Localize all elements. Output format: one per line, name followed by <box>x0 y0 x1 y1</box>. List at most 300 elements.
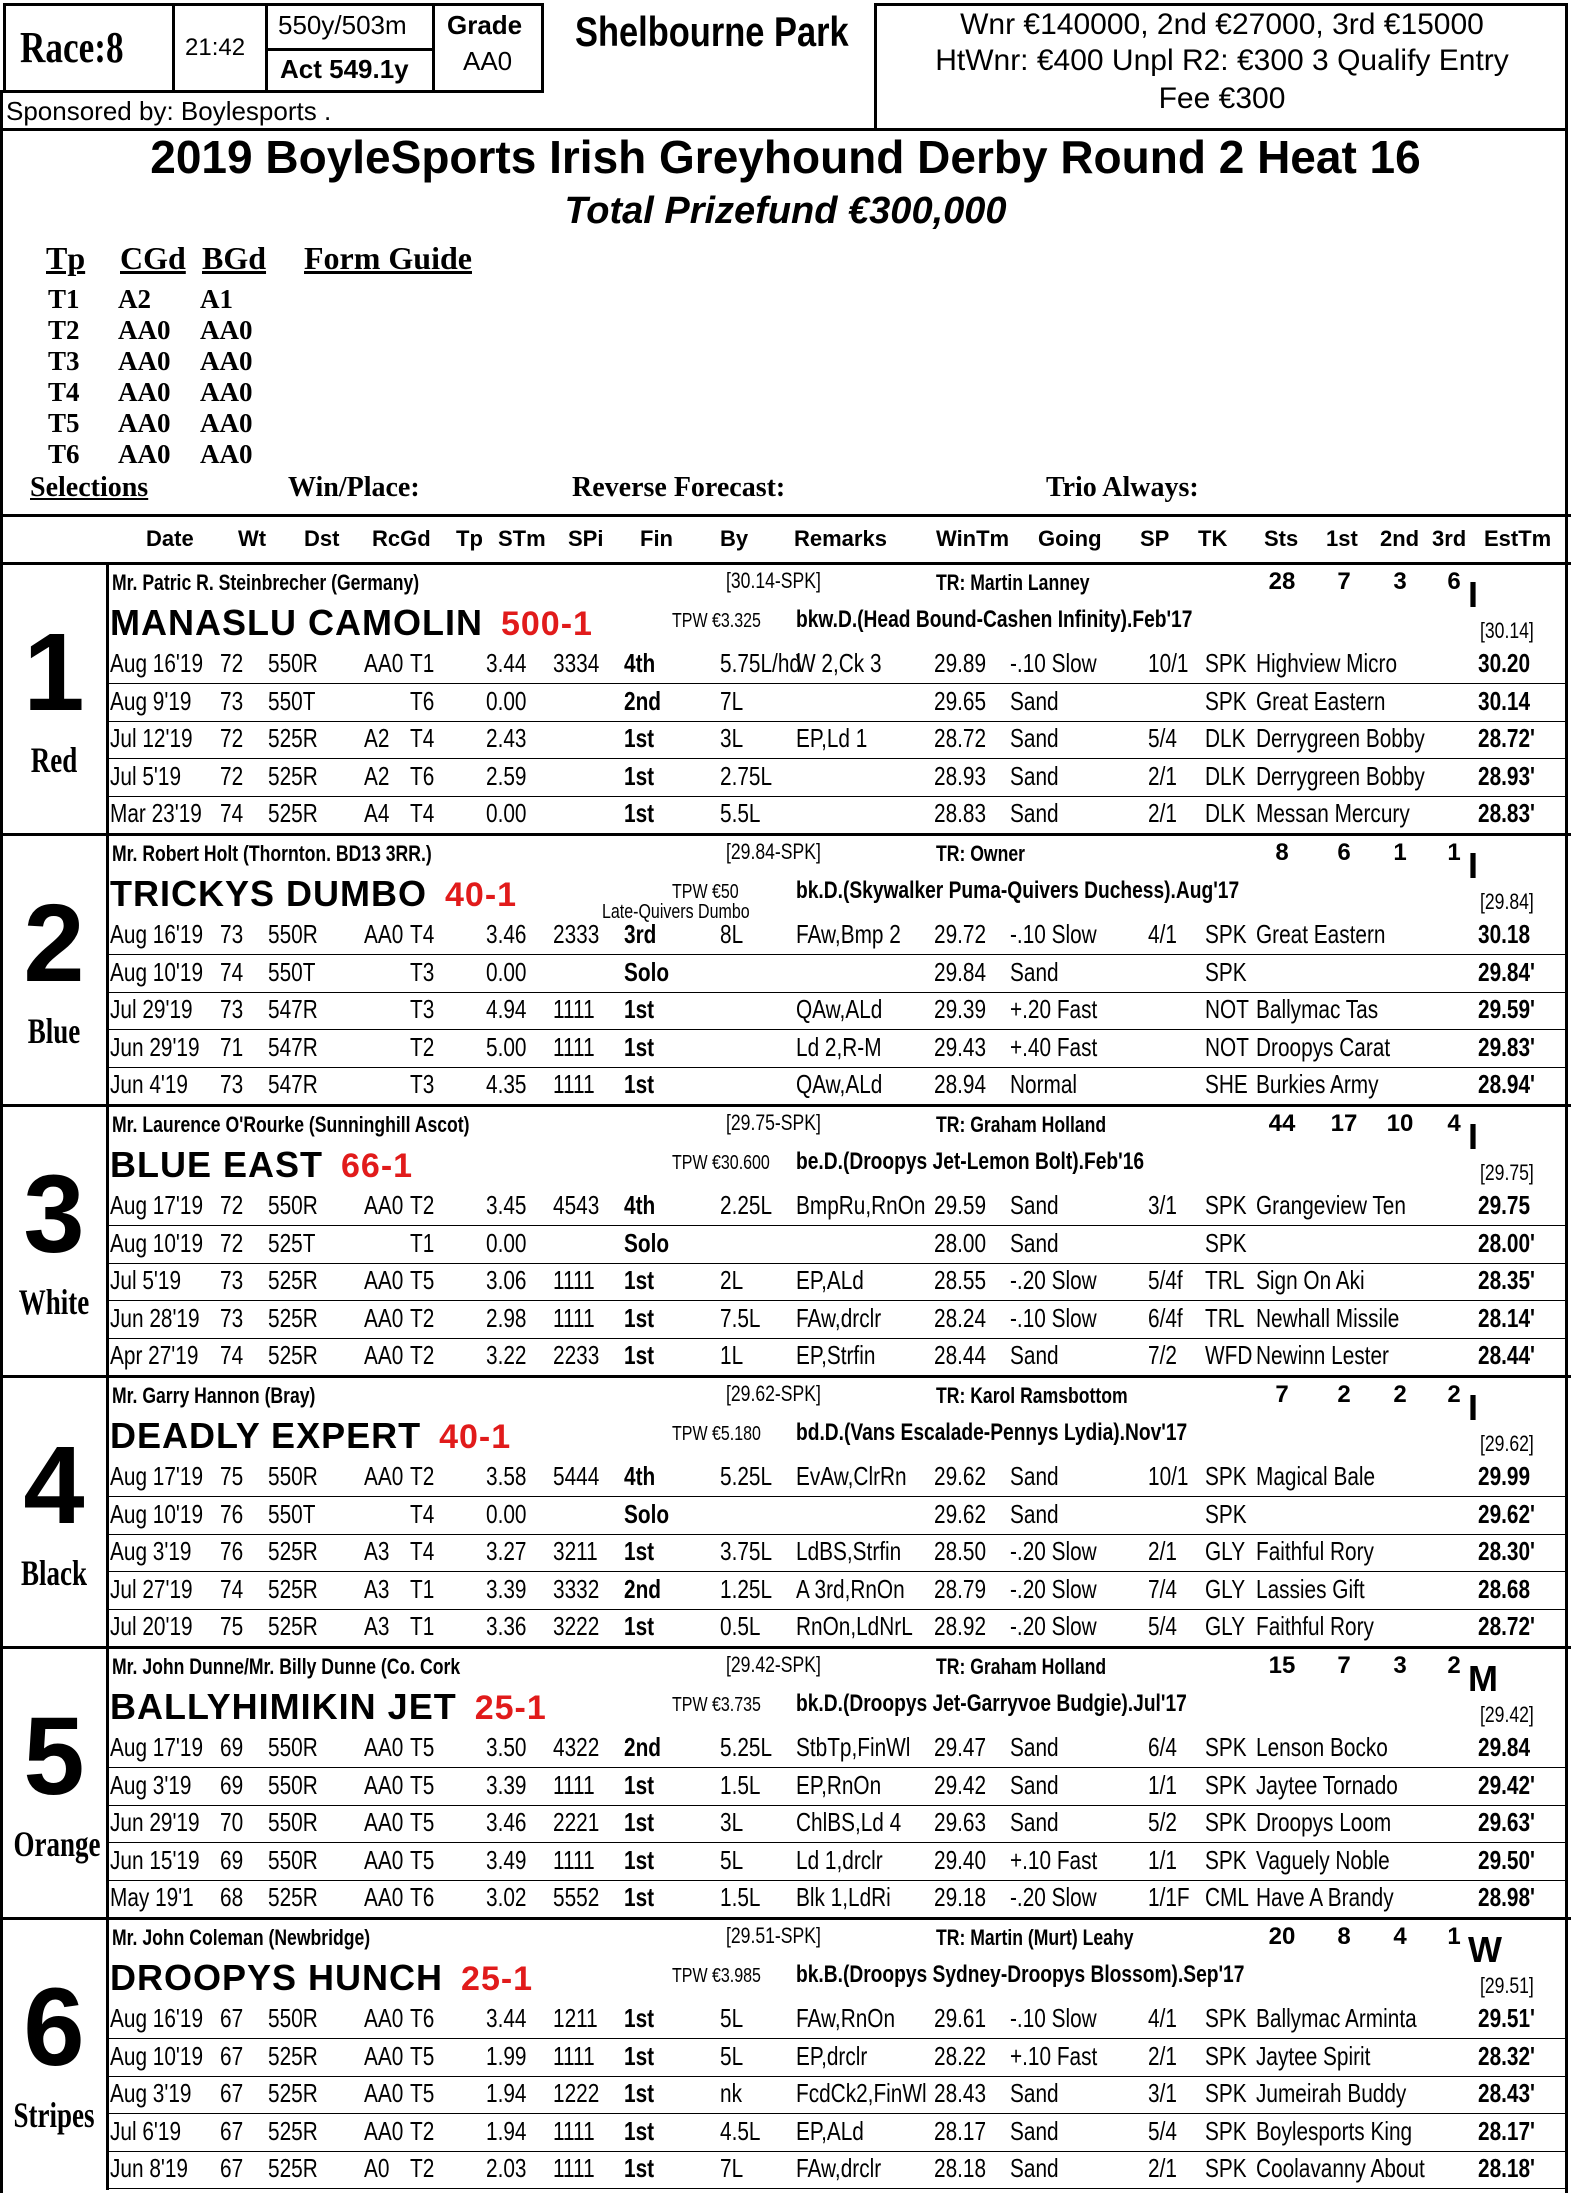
dog-name <box>110 1144 413 1186</box>
run-remarks: A 3rd,RnOn <box>796 1573 905 1604</box>
run-trap: T6 <box>410 2003 435 2033</box>
form-row <box>0 1805 1571 1843</box>
run-competitor: Boylesports King <box>1256 2115 1413 2146</box>
run-track: SPK <box>1205 2153 1247 2183</box>
firsts: 7 <box>1337 1652 1351 1679</box>
run-trap: T5 <box>410 1265 435 1295</box>
run-by: 5L <box>720 2040 744 2071</box>
trio-label: Trio Always: <box>1046 472 1199 503</box>
run-going: Sand <box>1010 1340 1059 1370</box>
column-header: Sts <box>1264 526 1299 551</box>
dog-name-text: BALLYHIMIKIN JET <box>110 1686 457 1727</box>
run-finish: 1st <box>624 2003 655 2033</box>
run-sectional: 0.00 <box>486 1227 527 1258</box>
run-sectional: 3.39 <box>486 1573 527 1604</box>
run-sectional: 1.99 <box>486 2040 527 2071</box>
run-track: NOT <box>1205 1031 1249 1062</box>
run-sectional: 3.39 <box>486 1769 527 1800</box>
run-sp: 1/1 <box>1148 1769 1177 1800</box>
run-remarks: EP,drclr <box>796 2040 868 2071</box>
run-date: Jul 20'19 <box>110 1611 193 1641</box>
form-row <box>0 917 1571 955</box>
run-split: 1111 <box>553 1844 595 1875</box>
run-weight: 67 <box>220 2078 244 2108</box>
starts: 44 <box>1268 1110 1296 1137</box>
run-date: Jul 29'19 <box>110 994 193 1024</box>
run-sectional: 0.00 <box>486 685 527 716</box>
run-distance: 525R <box>268 760 318 791</box>
sponsor: Sponsored by: Boylesports . <box>6 96 332 126</box>
run-weight: 69 <box>220 1732 244 1762</box>
run-win-time: 29.40 <box>934 1844 987 1875</box>
selections-divider <box>0 514 1571 517</box>
breeding: bkw.D.(Head Bound-Cashen Infinity).Feb'17 <box>796 606 1193 633</box>
run-remarks: FAw,drclr <box>796 2153 882 2183</box>
run-grade: AA0 <box>364 2003 404 2033</box>
run-weight: 76 <box>220 1498 244 1529</box>
run-distance: 550R <box>268 1190 318 1220</box>
run-finish: 1st <box>624 994 655 1024</box>
run-est-time: 29.83' <box>1478 1031 1535 1062</box>
trap-number: 6 <box>23 1966 85 2089</box>
run-finish: 1st <box>624 1340 655 1370</box>
grade-box <box>432 3 544 93</box>
run-grade: AA0 <box>364 1769 404 1800</box>
run-finish: 1st <box>624 760 655 791</box>
race-number: Race:8 <box>20 23 124 72</box>
run-finish: 2nd <box>624 1573 661 1604</box>
dog-name <box>110 1415 511 1457</box>
run-competitor: Magical Bale <box>1256 1461 1376 1491</box>
best-time: [29.42] <box>1480 1702 1534 1727</box>
run-trap: T5 <box>410 1732 435 1762</box>
run-trap: T5 <box>410 1844 435 1875</box>
run-split: 4322 <box>553 1732 600 1762</box>
form-row <box>0 1030 1571 1068</box>
thirds: 1 <box>1447 1923 1461 1950</box>
distance-box <box>265 3 435 93</box>
run-remarks: EP,Strfin <box>796 1340 876 1370</box>
run-date: Apr 27'19 <box>110 1340 199 1370</box>
run-going: Sand <box>1010 2115 1059 2146</box>
run-win-time: 29.84 <box>934 956 987 987</box>
run-weight: 72 <box>220 723 244 753</box>
trap-colour: White <box>18 1282 90 1322</box>
run-grade: AA0 <box>364 2115 404 2146</box>
run-distance: 525R <box>268 1536 318 1566</box>
run-grade: A2 <box>364 723 390 753</box>
run-track: CML <box>1205 1882 1249 1912</box>
run-grade: A3 <box>364 1611 390 1641</box>
run-sectional: 3.50 <box>486 1732 527 1762</box>
odds: 500-1 <box>500 605 593 643</box>
run-finish: 1st <box>624 1265 655 1295</box>
run-remarks: EvAw,ClrRn <box>796 1461 907 1491</box>
grades-cell: AA0 <box>118 346 171 376</box>
run-track: DLK <box>1205 723 1246 753</box>
run-date: Aug 3'19 <box>110 1536 192 1566</box>
run-date: Aug 17'19 <box>110 1461 204 1491</box>
run-sp: 2/1 <box>1148 2153 1177 2183</box>
grade-label: Grade <box>447 10 523 40</box>
run-grade: AA0 <box>364 1265 404 1295</box>
total-prize-won: TPW €30.600 <box>672 1152 770 1174</box>
run-track: SPK <box>1205 685 1247 716</box>
run-sp: 5/4f <box>1148 1265 1183 1295</box>
run-by: 8L <box>720 919 744 949</box>
run-weight: 67 <box>220 2003 244 2033</box>
run-finish: 4th <box>624 648 656 678</box>
run-win-time: 29.59 <box>934 1190 987 1220</box>
runner-divider <box>0 1375 1571 1378</box>
trap-number: 4 <box>23 1424 85 1547</box>
run-weight: 72 <box>220 1227 244 1258</box>
run-finish: 4th <box>624 1190 656 1220</box>
best-time-track: [29.75-SPK] <box>726 1110 821 1135</box>
run-trap: T1 <box>410 1227 435 1258</box>
column-header: 3rd <box>1432 526 1467 551</box>
run-going: Sand <box>1010 1190 1059 1220</box>
actual-distance: Act 549.1y <box>280 54 409 84</box>
run-est-time: 29.62' <box>1478 1498 1535 1529</box>
thirds: 2 <box>1447 1652 1461 1679</box>
run-date: Aug 10'19 <box>110 956 204 987</box>
run-trap: T1 <box>410 648 435 678</box>
run-split: 1111 <box>553 2115 595 2146</box>
run-split: 1111 <box>553 1031 595 1062</box>
run-track: SPK <box>1205 2003 1247 2033</box>
run-date: Jul 27'19 <box>110 1573 193 1604</box>
run-track: SPK <box>1205 1769 1247 1800</box>
run-est-time: 29.50' <box>1478 1844 1535 1875</box>
run-trap: T3 <box>410 994 435 1024</box>
run-est-time: 30.14 <box>1478 685 1531 716</box>
run-finish: 1st <box>624 1302 655 1333</box>
seconds: 3 <box>1393 568 1407 595</box>
run-grade: A2 <box>364 760 390 791</box>
run-grade: A3 <box>364 1536 390 1566</box>
trap-colour: Black <box>20 1553 87 1593</box>
form-row <box>0 1338 1571 1376</box>
grades-cell: AA0 <box>118 377 171 407</box>
run-by: 4.5L <box>720 2115 761 2146</box>
run-grade: AA0 <box>364 919 404 949</box>
odds: 40-1 <box>439 1418 512 1456</box>
runner-block <box>0 1106 1571 1377</box>
win-place-label: Win/Place: <box>288 472 420 503</box>
trap-number: 5 <box>23 1695 85 1818</box>
run-finish: 4th <box>624 1461 656 1491</box>
run-sp: 7/4 <box>1148 1573 1177 1604</box>
run-est-time: 29.51' <box>1478 2003 1535 2033</box>
run-distance: 550R <box>268 919 318 949</box>
run-going: Sand <box>1010 1732 1059 1762</box>
run-by: 5.75L/hd <box>720 648 801 678</box>
run-going: -.10 Slow <box>1010 1302 1097 1333</box>
run-track: NOT <box>1205 994 1249 1024</box>
run-date: May 19'1 <box>110 1882 194 1912</box>
run-est-time: 29.84' <box>1478 956 1535 987</box>
run-by: 5L <box>720 2003 744 2033</box>
run-trap: T2 <box>410 1461 435 1491</box>
run-remarks: Blk 1,LdRi <box>796 1882 891 1912</box>
run-finish: 1st <box>624 1844 655 1875</box>
run-split: 3334 <box>553 648 600 678</box>
thirds: 6 <box>1447 568 1461 595</box>
runner-block <box>0 564 1571 835</box>
dog-name-text: MANASLU CAMOLIN <box>110 602 483 643</box>
run-sectional: 4.35 <box>486 1069 527 1099</box>
run-track: SPK <box>1205 1844 1247 1875</box>
run-distance: 550R <box>268 2003 318 2033</box>
run-finish: 1st <box>624 1611 655 1641</box>
run-finish: Solo <box>624 1227 670 1258</box>
run-distance: 525R <box>268 1611 318 1641</box>
seconds: 3 <box>1393 1652 1407 1679</box>
form-row <box>0 992 1571 1030</box>
run-remarks: EP,RnOn <box>796 1769 882 1800</box>
starts: 15 <box>1268 1652 1296 1679</box>
runner-divider <box>0 833 1571 836</box>
best-time: [29.84] <box>1480 889 1534 914</box>
run-weight: 67 <box>220 2115 244 2146</box>
breeding: bk.B.(Droopys Sydney-Droopys Blossom).Sep'17 <box>796 1961 1245 1988</box>
run-by: 7.5L <box>720 1302 761 1333</box>
run-weight: 74 <box>220 1340 244 1370</box>
owner: Mr. Laurence O'Rourke (Sunninghill Ascot) <box>112 1112 470 1137</box>
grades-header-tp: Tp <box>46 240 86 276</box>
owner: Mr. Garry Hannon (Bray) <box>112 1383 316 1408</box>
run-by: 1.5L <box>720 1882 761 1912</box>
run-going: Sand <box>1010 1461 1059 1491</box>
venue: Shelbourne Park <box>575 8 849 55</box>
run-trap: T5 <box>410 1807 435 1837</box>
run-by: nk <box>720 2078 742 2108</box>
run-going: Sand <box>1010 685 1059 716</box>
seconds: 1 <box>1393 839 1407 866</box>
run-track: DLK <box>1205 760 1246 791</box>
run-grade: AA0 <box>364 1882 404 1912</box>
starts: 7 <box>1275 1381 1289 1408</box>
runner-grade: M <box>1468 1658 1498 1699</box>
run-win-time: 28.79 <box>934 1573 987 1604</box>
column-header: 2nd <box>1380 526 1420 551</box>
breeding: bd.D.(Vans Escalade-Pennys Lydia).Nov'17 <box>796 1419 1188 1446</box>
form-row <box>0 1497 1571 1535</box>
form-row <box>0 1768 1571 1806</box>
run-win-time: 28.50 <box>934 1536 987 1566</box>
form-row <box>0 2114 1571 2152</box>
run-distance: 547R <box>268 1069 318 1099</box>
column-header: RcGd <box>372 526 431 551</box>
run-est-time: 28.93' <box>1478 760 1535 791</box>
run-sp: 2/1 <box>1148 2040 1177 2071</box>
run-sp: 5/4 <box>1148 1611 1177 1641</box>
run-distance: 550R <box>268 1807 318 1837</box>
run-weight: 73 <box>220 1265 244 1295</box>
run-by: 0.5L <box>720 1611 761 1641</box>
run-est-time: 29.63' <box>1478 1807 1535 1837</box>
run-split: 1111 <box>553 1265 595 1295</box>
grades-cell: AA0 <box>200 315 253 345</box>
runner-note: Late-Quivers Dumbo <box>602 901 750 923</box>
run-competitor: Sign On Aki <box>1256 1265 1365 1295</box>
run-going: Sand <box>1010 1807 1059 1837</box>
run-finish: 3rd <box>624 919 657 949</box>
run-trap: T2 <box>410 1340 435 1370</box>
trainer: TR: Karol Ramsbottom <box>936 1383 1128 1408</box>
run-grade: A4 <box>364 798 390 828</box>
run-grade: AA0 <box>364 1844 404 1875</box>
run-win-time: 29.39 <box>934 994 987 1024</box>
run-competitor: Faithful Rory <box>1256 1536 1374 1566</box>
run-grade: AA0 <box>364 2078 404 2108</box>
grades-cell: AA0 <box>200 408 253 438</box>
run-track: DLK <box>1205 798 1246 828</box>
best-time-track: [29.84-SPK] <box>726 839 821 864</box>
run-weight: 73 <box>220 919 244 949</box>
run-competitor: Newhall Missile <box>1256 1302 1400 1333</box>
run-weight: 72 <box>220 1190 244 1220</box>
run-win-time: 29.62 <box>934 1461 987 1491</box>
run-finish: 1st <box>624 2078 655 2108</box>
run-win-time: 28.92 <box>934 1611 987 1641</box>
run-remarks: FcdCk2,FinWl <box>796 2078 927 2108</box>
run-going: -.20 Slow <box>1010 1611 1097 1641</box>
run-remarks: W 2,Ck 3 <box>796 648 882 678</box>
run-win-time: 28.22 <box>934 2040 987 2071</box>
run-by: 1.25L <box>720 1573 773 1604</box>
column-header: WinTm <box>936 526 1010 551</box>
runner-grade: W <box>1468 1929 1502 1970</box>
run-going: Sand <box>1010 1498 1059 1529</box>
dog-name-text: DROOPYS HUNCH <box>110 1957 444 1998</box>
run-date: Aug 10'19 <box>110 1498 204 1529</box>
run-competitor: Highview Micro <box>1256 648 1398 678</box>
run-sectional: 3.36 <box>486 1611 527 1641</box>
run-win-time: 29.42 <box>934 1769 987 1800</box>
starts: 28 <box>1268 568 1296 595</box>
total-prize-won: TPW €50 <box>672 881 739 903</box>
run-date: Aug 17'19 <box>110 1190 204 1220</box>
race-distance: 550y/503m <box>278 10 407 40</box>
run-split: 2233 <box>553 1340 600 1370</box>
run-competitor: Lenson Bocko <box>1256 1732 1388 1762</box>
odds: 25-1 <box>461 1960 534 1998</box>
run-remarks: QAw,ALd <box>796 1069 883 1099</box>
run-win-time: 28.94 <box>934 1069 987 1099</box>
run-trap: T6 <box>410 685 435 716</box>
run-trap: T2 <box>410 2153 435 2183</box>
form-row <box>0 684 1571 722</box>
grades-cell: AA0 <box>118 439 171 469</box>
run-trap: T4 <box>410 919 435 949</box>
run-distance: 550R <box>268 1732 318 1762</box>
run-track: SPK <box>1205 1807 1247 1837</box>
starts: 8 <box>1275 839 1289 866</box>
run-grade: A3 <box>364 1573 390 1604</box>
best-time: [29.75] <box>1480 1160 1534 1185</box>
run-going: Normal <box>1010 1069 1078 1099</box>
run-sectional: 3.58 <box>486 1461 527 1491</box>
run-split: 5444 <box>553 1461 600 1491</box>
run-est-time: 28.32' <box>1478 2040 1535 2071</box>
run-finish: 2nd <box>624 1732 661 1762</box>
run-win-time: 28.17 <box>934 2115 987 2146</box>
divider <box>268 48 432 51</box>
run-sp: 2/1 <box>1148 760 1177 791</box>
run-distance: 550R <box>268 1461 318 1491</box>
run-finish: 1st <box>624 798 655 828</box>
runner-block <box>0 1648 1571 1919</box>
run-finish: 1st <box>624 2153 655 2183</box>
odds: 40-1 <box>445 876 518 914</box>
runner-block <box>0 1377 1571 1648</box>
run-competitor: Derrygreen Bobby <box>1256 723 1425 753</box>
run-by: 7L <box>720 2153 744 2183</box>
run-sectional: 3.27 <box>486 1536 527 1566</box>
run-trap: T2 <box>410 2115 435 2146</box>
run-sectional: 3.44 <box>486 648 527 678</box>
run-distance: 525R <box>268 2115 318 2146</box>
form-row <box>0 1609 1571 1647</box>
run-split: 1111 <box>553 2040 595 2071</box>
run-sectional: 5.00 <box>486 1031 527 1062</box>
breeding: be.D.(Droopys Jet-Lemon Bolt).Feb'16 <box>796 1148 1145 1175</box>
run-weight: 72 <box>220 648 244 678</box>
best-time: [29.51] <box>1480 1973 1534 1998</box>
run-finish: 1st <box>624 723 655 753</box>
run-competitor: Newinn Lester <box>1256 1340 1389 1370</box>
run-by: 3.75L <box>720 1536 773 1566</box>
run-remarks: EP,ALd <box>796 2115 864 2146</box>
column-header: Remarks <box>794 526 887 551</box>
firsts: 8 <box>1337 1923 1351 1950</box>
run-competitor: Messan Mercury <box>1256 798 1410 828</box>
run-trap: T3 <box>410 956 435 987</box>
selections-label: Selections <box>30 472 149 503</box>
run-est-time: 28.00' <box>1478 1227 1535 1258</box>
thirds: 1 <box>1447 839 1461 866</box>
form-row <box>0 1843 1571 1881</box>
run-trap: T1 <box>410 1573 435 1604</box>
trap-colour: Orange <box>13 1824 101 1864</box>
column-header: SPi <box>568 526 604 551</box>
total-prize-won: TPW €3.985 <box>672 1965 761 1987</box>
run-track: GLY <box>1205 1611 1246 1641</box>
prizes-line2: HtWnr: €400 Unpl R2: €300 3 Qualify Entry <box>935 44 1509 77</box>
run-distance: 547R <box>268 994 318 1024</box>
run-weight: 67 <box>220 2040 244 2071</box>
form-row <box>0 1301 1571 1339</box>
runner-divider <box>0 562 1571 565</box>
run-track: SHE <box>1205 1069 1248 1099</box>
breeding: bk.D.(Droopys Jet-Garryvoe Budgie).Jul'17 <box>796 1690 1187 1717</box>
run-by: 2.75L <box>720 760 773 791</box>
run-distance: 525R <box>268 723 318 753</box>
form-row <box>0 1263 1571 1301</box>
dog-name-text: BLUE EAST <box>110 1144 324 1185</box>
run-track: TRL <box>1205 1302 1245 1333</box>
run-distance: 525T <box>268 1227 316 1258</box>
run-trap: T6 <box>410 760 435 791</box>
grades-header-bgd: BGd <box>202 240 267 276</box>
run-est-time: 28.18' <box>1478 2153 1535 2183</box>
run-distance: 550T <box>268 1498 316 1529</box>
run-finish: Solo <box>624 956 670 987</box>
run-date: Aug 3'19 <box>110 2078 192 2108</box>
column-header: Tp <box>456 526 483 551</box>
